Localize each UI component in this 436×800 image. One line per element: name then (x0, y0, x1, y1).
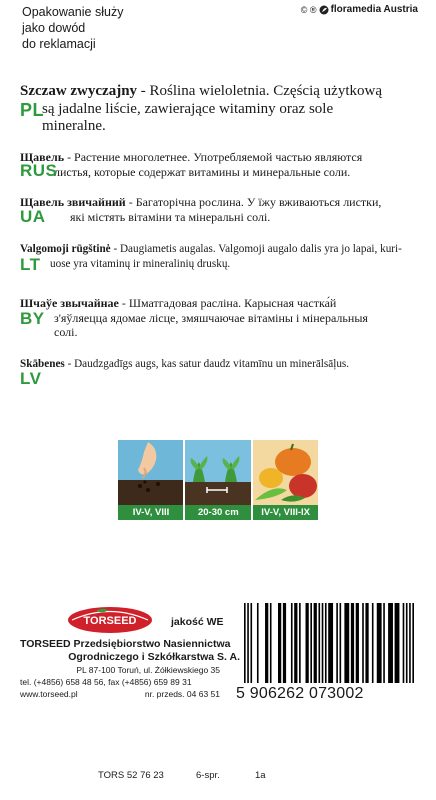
barcode-bar (388, 603, 393, 683)
plant-name-rus: Щавель (20, 150, 65, 164)
barcode-bar (278, 603, 281, 683)
phone-fax: tel. (+4856) 658 48 56, fax (+4856) 659 89 31 (20, 677, 192, 687)
lang-block-pl (20, 83, 424, 136)
plant-name-lv: Skābenes (20, 358, 65, 370)
barcode-bar (336, 603, 338, 683)
description-line: які містять вітаміни та мінеральні солі. (70, 209, 271, 224)
product-code: TORS 52 76 23 (98, 770, 164, 781)
lang-code-rus: RUS (20, 161, 58, 180)
barcode-bar (310, 603, 312, 683)
barcode-bar (377, 603, 382, 683)
spacing-label: 20-30 cm (185, 505, 250, 520)
barcode-bar (409, 603, 411, 683)
plant-name-ua: Щавель звичайний (20, 195, 126, 209)
sowing-icon (118, 440, 183, 505)
description-text: - Roślina wieloletnia. Częścią użytkową (137, 83, 382, 99)
lang-code-ua: UA (20, 207, 46, 226)
plant-name-pl: Szczaw zwyczajny (20, 83, 138, 99)
ean-number: 5 906262 073002 (236, 685, 364, 702)
barcode-bar (257, 603, 259, 683)
barcode-bar (325, 603, 327, 683)
barcode-bar (270, 603, 272, 683)
quality-label: jakość WE (171, 616, 224, 628)
barcode-bar (244, 603, 246, 683)
description-line: są jadalne liście, zawierające witaminy oraz sole (42, 100, 334, 117)
barcode-bar (291, 603, 293, 683)
barcode-bar (314, 603, 317, 683)
harvest-months-label: IV-V, VIII-IX (253, 505, 318, 520)
company-line: Ogrodniczego i Szkółkarstwa S. A. (68, 651, 240, 663)
brand-mark (301, 4, 418, 15)
barcode-bar (412, 603, 414, 683)
company-contact (20, 677, 220, 700)
barcode-bar (365, 603, 368, 683)
complaint-line: Opakowanie służy (22, 5, 124, 19)
lang-first-line (20, 242, 420, 257)
lang-code-lv: LV (20, 369, 42, 388)
barcode-bar (299, 603, 301, 683)
barcode-bar (403, 603, 405, 683)
website: www.torseed.pl (20, 688, 78, 699)
description-line: солі. (54, 325, 78, 339)
barcode-bar (294, 603, 297, 683)
company-line: TORSEED Przedsiębiorstwo Nasiennictwa (20, 638, 231, 650)
lang-first-line (20, 195, 420, 210)
plant-name-by: Шчаўе звычайнае (20, 296, 119, 310)
description-text: - Шматгадовая расліна. Карысная частка́й (118, 296, 337, 310)
description-line: листья, которые содержат витамины и минеральные соли. (54, 164, 351, 179)
harvest-pictogram (253, 440, 318, 520)
logo-text: TORSEED (83, 615, 137, 627)
lang-code-pl: PL (20, 100, 45, 120)
company-name (20, 638, 240, 664)
barcode-bar (306, 603, 309, 683)
barcode-bar (247, 603, 249, 683)
plant-spacing-icon (185, 440, 250, 505)
sowing-months-label: IV-V, VIII (118, 505, 183, 520)
barcode-bar (328, 603, 333, 683)
lang-code-by: BY (20, 309, 45, 328)
floramedia-leaf-icon (319, 5, 329, 15)
barcode-bar (340, 603, 342, 683)
barcode-bar (283, 603, 286, 683)
barcode-bar (372, 603, 374, 683)
description-line: з'яўляецца ядомае лісце, змяшчаючае вітаміны і мінеральныя (54, 310, 368, 325)
variant-code: 1a (255, 770, 266, 781)
lang-block-lv (20, 357, 420, 388)
harvest-icon (253, 440, 318, 505)
barcode-bar (356, 603, 359, 683)
lang-code-lt: LT (20, 255, 41, 274)
lang-block-by (20, 296, 420, 340)
barcode-bar (265, 603, 268, 683)
web-and-registration (20, 689, 220, 701)
barcode-bar (318, 603, 320, 683)
description-text: - Daugiametis augalas. Valgomoji augalo dalis yra jo lapai, kuri- (110, 243, 402, 255)
plant-name-lt: Valgomoji rūgštinė (20, 243, 111, 255)
barcode-bar (250, 603, 252, 683)
lang-block-ua (20, 195, 420, 224)
lang-first-line (20, 83, 424, 101)
description-text: - Daudzgadīgs augs, kas satur daudz vitamīnu un minerālsāļus. (64, 358, 350, 370)
barcode-bar (322, 603, 324, 683)
copyright-symbol: © ® (300, 4, 317, 15)
ean-barcode (244, 603, 414, 683)
barcode-bar (383, 603, 385, 683)
complaint-note (22, 4, 123, 52)
complaint-line: jako dowód (22, 21, 86, 35)
complaint-line: do reklamacji (22, 37, 96, 51)
barcode-bar (362, 603, 364, 683)
cultivation-pictograms (118, 440, 318, 520)
registration-number: nr. przeds. 04 63 51 (144, 688, 220, 699)
spr-code: 6-spr. (196, 770, 220, 781)
brand-name: floramedia Austria (330, 4, 418, 15)
description-line: uose yra vitaminų ir mineralinių druskų. (50, 257, 231, 270)
barcode-bar (395, 603, 400, 683)
lang-first-line (20, 150, 420, 165)
description-text: - Багаторічна рослина. У їжу вживаються листки, (125, 195, 382, 209)
barcode-bar (351, 603, 354, 683)
lang-block-rus (20, 150, 420, 179)
spacing-pictogram (185, 440, 250, 520)
lang-first-line (20, 357, 420, 372)
description-text: - Растение многолетнее. Употребляемой частью являются (64, 150, 363, 164)
lang-first-line (20, 296, 420, 311)
description-line: mineralne. (42, 118, 106, 134)
torseed-logo (66, 605, 154, 635)
barcode-bar (406, 603, 408, 683)
company-address: PL 87-100 Toruń, ul. Żółkiewskiego 35 (76, 665, 220, 675)
barcode-bar (344, 603, 349, 683)
lang-block-lt (20, 242, 420, 274)
sowing-pictogram (118, 440, 183, 520)
